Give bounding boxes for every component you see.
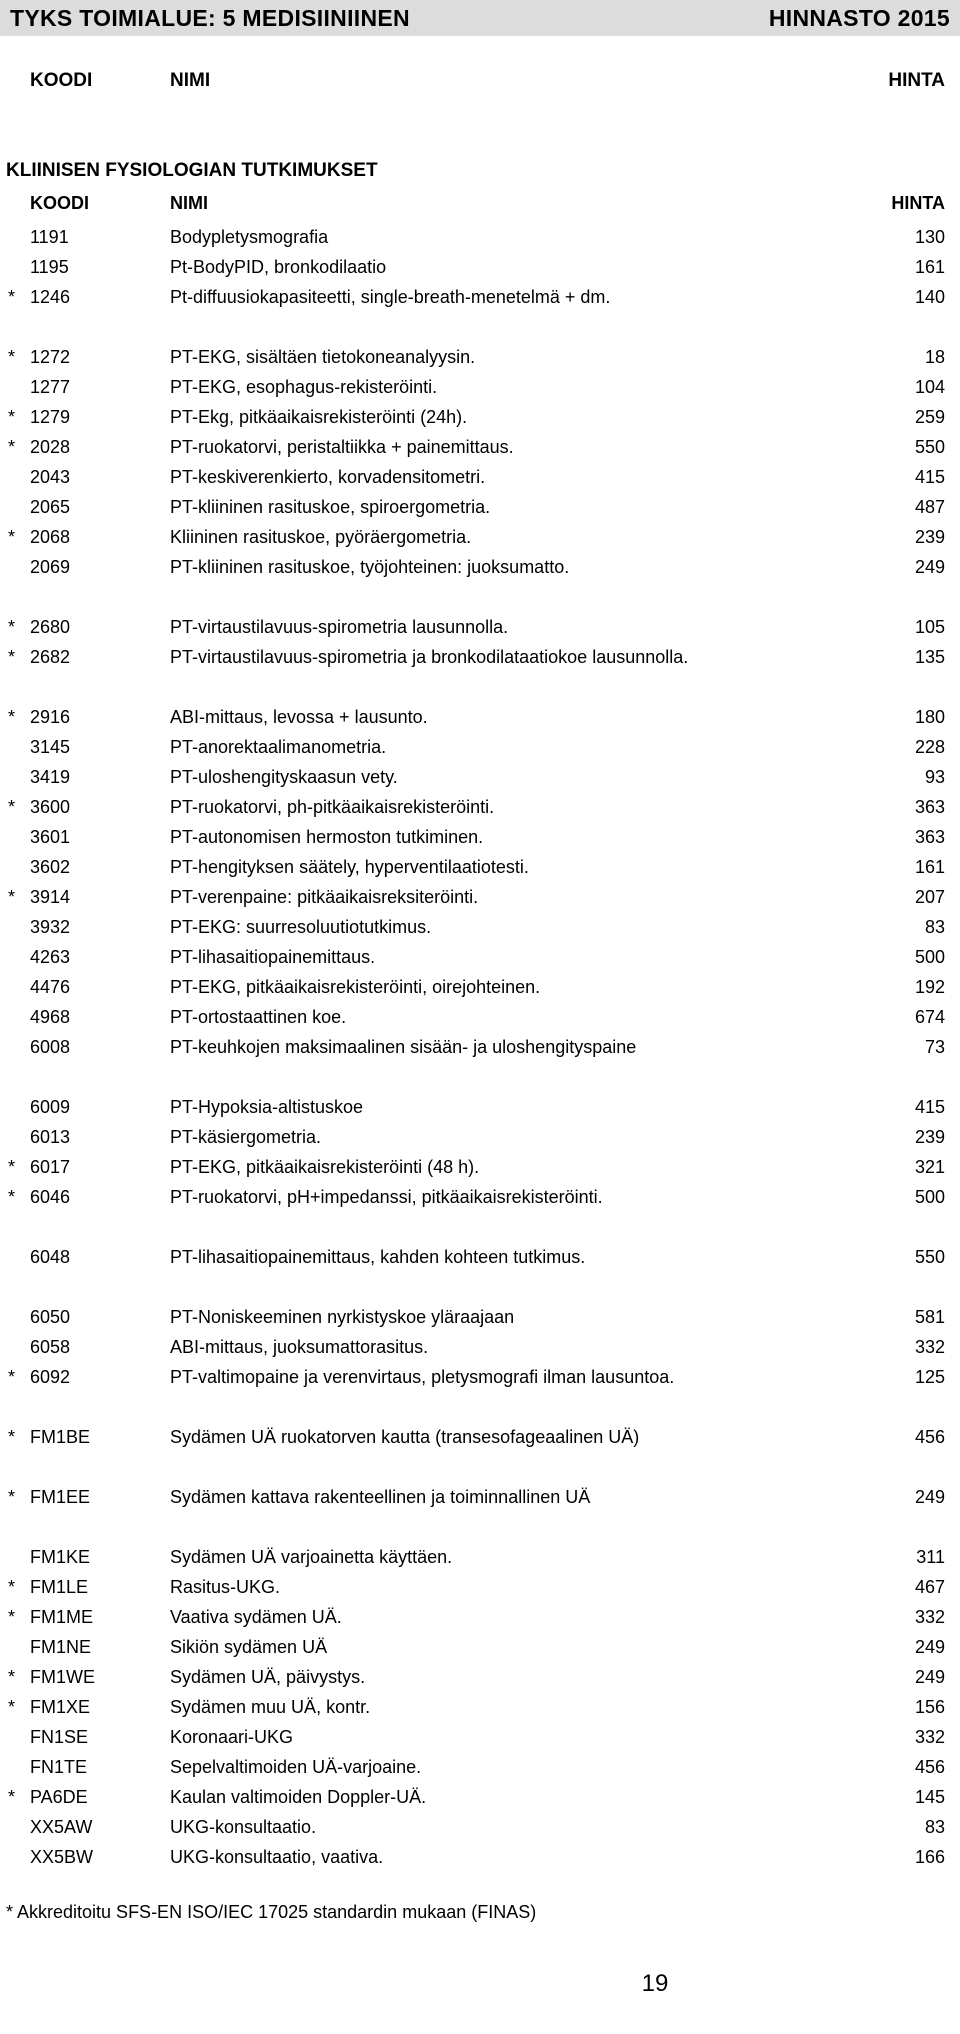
row-name: PT-hengityksen säätely, hyperventilaatiotesti. (170, 857, 529, 877)
row-price: 259 (914, 407, 945, 427)
row-price: 674 (914, 1007, 945, 1027)
row-code: FM1BE (30, 1427, 91, 1447)
accreditation-mark: * (8, 407, 16, 427)
section-title: KLIINISEN FYSIOLOGIAN TUTKIMUKSET (6, 160, 378, 181)
document-title: TYKS TOIMIALUE: 5 MEDISIINIINEN (10, 4, 410, 31)
row-price: 105 (914, 617, 945, 637)
section-header-price: HINTA (891, 193, 945, 213)
row-code: 1191 (30, 227, 69, 247)
row-code: 2068 (30, 527, 71, 547)
row-name: PT-EKG, esophagus-rekisteröinti. (170, 377, 438, 397)
accreditation-mark: * (8, 647, 16, 667)
row-code: FM1EE (30, 1487, 91, 1507)
row-code: XX5BW (30, 1847, 94, 1867)
row-name: PT-virtaustilavuus-spirometria ja bronkodilataatiokoe lausunnolla. (170, 647, 689, 667)
row-price: 104 (914, 377, 945, 397)
row-code: 6058 (30, 1337, 71, 1357)
row-name: PT-ortostaattinen koe. (170, 1007, 347, 1027)
row-name: PT-autonomisen hermoston tutkiminen. (170, 827, 484, 847)
row-price: 83 (924, 917, 945, 937)
accreditation-mark: * (8, 527, 16, 547)
row-price: 249 (914, 1667, 945, 1687)
row-price: 456 (914, 1757, 945, 1777)
row-price: 145 (914, 1787, 945, 1807)
row-code: 2043 (30, 467, 71, 487)
accreditation-mark: * (8, 797, 16, 817)
row-name: PT-EKG: suurresoluutiotutkimus. (170, 917, 432, 937)
row-code: FM1ME (30, 1607, 93, 1627)
section-header-name: NIMI (170, 193, 208, 213)
row-price: 415 (914, 467, 945, 487)
row-code: 6013 (30, 1127, 71, 1147)
row-name: Pt-diffuusiokapasiteetti, single-breath-menetelmä + dm. (170, 287, 611, 307)
row-code: 2682 (30, 647, 71, 667)
row-price: 467 (914, 1577, 945, 1597)
row-code: 3600 (30, 797, 71, 817)
row-price: 249 (914, 1487, 945, 1507)
row-name: PT-virtaustilavuus-spirometria lausunnolla. (170, 617, 509, 637)
row-price: 581 (914, 1307, 945, 1327)
row-code: 3419 (30, 767, 71, 787)
row-price: 332 (914, 1727, 945, 1747)
accreditation-mark: * (8, 1697, 16, 1717)
row-name: PT-anorektaalimanometria. (170, 737, 387, 757)
row-code: 1272 (30, 347, 71, 367)
row-price: 207 (914, 887, 945, 907)
row-name: PT-EKG, pitkäaikaisrekisteröinti, oirejohteinen. (170, 977, 541, 997)
row-code: FN1TE (30, 1757, 88, 1777)
accreditation-mark: * (8, 1607, 16, 1627)
row-code: 4476 (30, 977, 71, 997)
row-price: 363 (914, 797, 945, 817)
row-name: PT-keskiverenkierto, korvadensitometri. (170, 467, 486, 487)
row-code: 6009 (30, 1097, 71, 1117)
row-code: 6092 (30, 1367, 71, 1387)
column-header-code: KOODI (30, 70, 93, 91)
accreditation-mark: * (8, 1187, 16, 1207)
row-name: PT-uloshengityskaasun vety. (170, 767, 398, 787)
row-price: 332 (914, 1337, 945, 1357)
row-code: 6048 (30, 1247, 71, 1267)
row-code: FM1LE (30, 1577, 89, 1597)
column-header-name: NIMI (170, 70, 211, 91)
row-code: FM1KE (30, 1547, 91, 1567)
accreditation-mark: * (8, 887, 16, 907)
row-name: PT-kliininen rasituskoe, spiroergometria. (170, 497, 491, 517)
row-price: 83 (924, 1817, 945, 1837)
page-number-wrap (0, 1970, 960, 1998)
row-name: PT-lihasaitiopainemittaus, kahden kohteen tutkimus. (170, 1247, 586, 1267)
row-name: Bodypletysmografia (170, 227, 329, 247)
accreditation-mark: * (8, 1787, 16, 1807)
accreditation-mark: * (8, 347, 16, 367)
row-code: 3914 (30, 887, 71, 907)
row-code: FM1XE (30, 1697, 91, 1717)
row-code: 6046 (30, 1187, 71, 1207)
row-code: 6008 (30, 1037, 71, 1057)
row-code: 3932 (30, 917, 71, 937)
row-price: 249 (914, 557, 945, 577)
main-column-header (0, 70, 960, 100)
row-price: 500 (914, 1187, 945, 1207)
row-code: 2680 (30, 617, 71, 637)
row-price: 135 (914, 647, 945, 667)
row-name: Vaativa sydämen UÄ. (170, 1607, 342, 1627)
row-name: PT-ruokatorvi, pH+impedanssi, pitkäaikaisrekisteröinti. (170, 1187, 603, 1207)
row-code: FM1NE (30, 1637, 92, 1657)
row-name: PT-EKG, pitkäaikaisrekisteröinti (48 h). (170, 1157, 480, 1177)
row-code: 1277 (30, 377, 71, 397)
row-code: 4968 (30, 1007, 71, 1027)
row-name: UKG-konsultaatio. (170, 1817, 317, 1837)
row-price: 140 (914, 287, 945, 307)
row-code: 6050 (30, 1307, 71, 1327)
row-price: 228 (914, 737, 945, 757)
section-column-header (0, 193, 960, 221)
row-name: PT-Ekg, pitkäaikaisrekisteröinti (24h). (170, 407, 468, 427)
row-name: PT-Hypoksia-altistuskoe (170, 1097, 364, 1117)
row-price: 500 (914, 947, 945, 967)
row-name: Sydämen kattava rakenteellinen ja toiminnallinen UÄ (170, 1487, 591, 1507)
row-price: 311 (916, 1547, 945, 1567)
document-header-bar (0, 0, 960, 36)
row-name: PT-ruokatorvi, peristaltiikka + painemittaus. (170, 437, 514, 457)
accreditation-mark: * (8, 1157, 16, 1177)
row-price: 550 (914, 1247, 945, 1267)
row-code: 1195 (30, 257, 69, 277)
accreditation-mark: * (8, 1367, 16, 1387)
row-name: Sydämen muu UÄ, kontr. (170, 1697, 371, 1717)
row-code: 4263 (30, 947, 71, 967)
row-code: FM1WE (30, 1667, 95, 1687)
row-name: Rasitus-UKG. (170, 1577, 281, 1597)
row-code: 2916 (30, 707, 71, 727)
accreditation-mark: * (8, 707, 16, 727)
row-price: 550 (914, 437, 945, 457)
row-name: PT-valtimopaine ja verenvirtaus, pletysmografi ilman lausuntoa. (170, 1367, 675, 1387)
row-price: 487 (914, 497, 945, 517)
row-name: Kaulan valtimoiden Doppler-UÄ. (170, 1787, 427, 1807)
accreditation-mark: * (8, 287, 16, 307)
row-code: 6017 (30, 1157, 71, 1177)
accreditation-mark: * (8, 1487, 16, 1507)
row-name: PT-Noniskeeminen nyrkistyskoe yläraajaan (170, 1307, 515, 1327)
row-price: 239 (914, 527, 945, 547)
row-name: PT-ruokatorvi, ph-pitkäaikaisrekisteröinti. (170, 797, 495, 817)
row-price: 93 (924, 767, 945, 787)
row-price: 239 (914, 1127, 945, 1147)
price-list-year: HINNASTO 2015 (768, 4, 950, 31)
row-price: 130 (914, 227, 945, 247)
accreditation-mark: * (8, 617, 16, 637)
row-price: 456 (914, 1427, 945, 1447)
row-code: FN1SE (30, 1727, 89, 1747)
row-name: UKG-konsultaatio, vaativa. (170, 1847, 384, 1867)
row-name: ABI-mittaus, juoksumattorasitus. (170, 1337, 429, 1357)
row-price: 192 (914, 977, 945, 997)
row-name: PT-EKG, sisältäen tietokoneanalyysin. (170, 347, 476, 367)
row-price: 166 (914, 1847, 945, 1867)
row-name: Sydämen UÄ varjoainetta käyttäen. (170, 1547, 453, 1567)
row-code: 3145 (30, 737, 71, 757)
row-name: Sydämen UÄ, päivystys. (170, 1667, 366, 1687)
row-price: 73 (924, 1037, 945, 1057)
column-header-price: HINTA (888, 70, 945, 91)
row-name: PT-verenpaine: pitkäaikaisreksiteröinti. (170, 887, 479, 907)
row-price: 321 (914, 1157, 945, 1177)
row-code: 1246 (30, 287, 71, 307)
accreditation-footnote: * Akkreditoitu SFS-EN ISO/IEC 17025 standardin mukaan (FINAS) (6, 1902, 537, 1922)
row-code: 2069 (30, 557, 71, 577)
row-price: 18 (924, 347, 945, 367)
accreditation-mark: * (8, 1577, 16, 1597)
row-name: PT-lihasaitiopainemittaus. (170, 947, 376, 967)
row-price: 180 (914, 707, 945, 727)
row-name: Pt-BodyPID, bronkodilaatio (170, 257, 387, 277)
row-name: Sikiön sydämen UÄ (170, 1637, 328, 1657)
accreditation-mark: * (8, 437, 16, 457)
row-code: 1279 (30, 407, 71, 427)
row-code: PA6DE (30, 1787, 88, 1807)
row-code: 2065 (30, 497, 71, 517)
row-name: Kliininen rasituskoe, pyöräergometria. (170, 527, 472, 547)
row-code: XX5AW (30, 1817, 93, 1837)
row-name: PT-keuhkojen maksimaalinen sisään- ja uloshengityspaine (170, 1037, 637, 1057)
section-header-code: KOODI (30, 193, 90, 213)
row-code: 2028 (30, 437, 71, 457)
row-price: 249 (914, 1637, 945, 1657)
row-price: 161 (914, 857, 945, 877)
row-price: 156 (914, 1697, 945, 1717)
row-price: 125 (914, 1367, 945, 1387)
page-number: 19 (641, 1970, 669, 1997)
row-price: 415 (914, 1097, 945, 1117)
row-name: Koronaari-UKG (170, 1727, 294, 1747)
row-price: 161 (914, 257, 945, 277)
row-code: 3601 (30, 827, 71, 847)
accreditation-mark: * (8, 1667, 16, 1687)
row-name: Sydämen UÄ ruokatorven kautta (transesofageaalinen UÄ) (170, 1427, 640, 1447)
row-name: ABI-mittaus, levossa + lausunto. (170, 707, 428, 727)
row-price: 332 (914, 1607, 945, 1627)
row-price: 363 (914, 827, 945, 847)
accreditation-mark: * (8, 1427, 16, 1447)
row-name: PT-kliininen rasituskoe, työjohteinen: juoksumatto. (170, 557, 570, 577)
row-name: Sepelvaltimoiden UÄ-varjoaine. (170, 1757, 422, 1777)
row-code: 3602 (30, 857, 71, 877)
row-name: PT-käsiergometria. (170, 1127, 322, 1147)
